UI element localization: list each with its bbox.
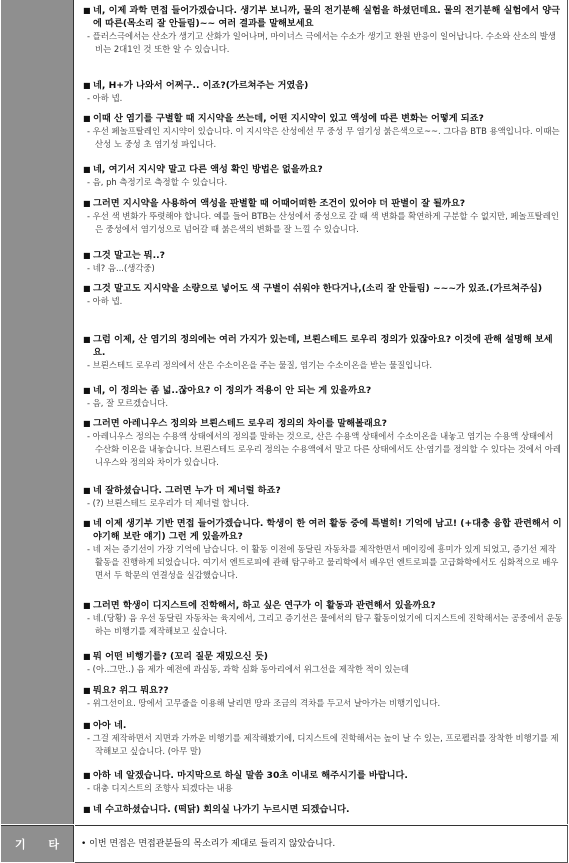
qa-item — [83, 719, 563, 758]
qa-item — [83, 599, 563, 638]
etc-label-char: 타 — [48, 838, 59, 851]
note-text: • 이번 면접은 면접관분들의 목소리가 제대로 들리지 않았습니다. — [81, 839, 336, 849]
answer: - 음, ph 측정기로 측정할 수 있습니다. — [87, 177, 228, 187]
square-bullet-icon: ■ — [83, 199, 91, 208]
qa-item — [83, 650, 563, 676]
answer: - (아..그만..) 음 제가 예전에 과심동, 과학 심화 동아리에서 위그선을 제작한 적이 있는데 — [87, 664, 409, 674]
square-bullet-icon: ■ — [83, 805, 91, 814]
qa-item — [83, 803, 563, 816]
question: 그러면 지시약을 사용하여 액성을 판별할 때 어때어떠한 조건이 있어야 더 판별이 잘 될까요? — [93, 198, 466, 209]
qa-item — [83, 282, 563, 308]
question: 네 이제 생기부 기반 면접 들어가겠습니다. 학생이 한 여러 활동 중에 특별히! 기억에 남고! (+대충 융합 관련해서 이야기해 보란 얘기) 그런 게 있을까요? — [93, 518, 562, 542]
qa-item — [83, 333, 563, 372]
answer: - 아레니우스 정의는 수용액 상태에서의 정의를 말하는 것으로, 산은 수용액 상태에서 수소이온을 내놓고 염기는 수용액 상태에서 수산화 이온을 내놓습니다. 브뢴스테드 로우리 정의는 수용액에서 말고 다른 상태에서도 산·염기를 정의할 수 있다는 것에서 아레니우스와 정의와 차이가 있습니다. — [87, 431, 561, 467]
etc-label-char: 기 — [15, 838, 26, 851]
answer: - 네 저는 증기선이 가장 기억에 남습니다. 이 활동 이전에 동달린 자동차를 제작한면서 메이킹에 흥미가 있게 되었고, 증기선 제작 활동을 진행하게 되었습니다. 여기서 엔트로피에 관해 탐구하고 물리학에서 배우던 엔트로피를 고급화학에서도 심화적으로 배우면서 두 학문의 연결성을 실감했습니다. — [87, 544, 559, 580]
question: 그러면 학생이 디지스트에 진학해서, 하고 싶은 연구가 이 활동과 관련해서 있을까요? — [93, 600, 436, 611]
question: 네 수고하셨습니다. (떡닭) 회의실 나가기 누르시면 되겠습니다. — [93, 804, 350, 815]
answer: - 대충 디지스트의 조향사 되겠다는 내용 — [87, 783, 233, 793]
answer: - 네? 음...(생각중) — [87, 263, 155, 273]
etc-label-cell — [1, 825, 74, 862]
qa-item — [83, 197, 563, 236]
answer: - 우선 색 변화가 뚜렷해야 합니다. 예를 들어 BTB는 산성에서 중성으로 갈 때 색 변화를 확연하게 구분할 수 없지만, 페놀프탈레인은 중성에서 염기성으로 넘어갈 때 붉은색의 변화를 잘 느낄 수 있습니다. — [87, 211, 559, 234]
question: 뭐요? 위그 뭐요?? — [93, 685, 169, 696]
question: 네, 여기서 지시약 말고 다른 액성 확인 방법은 없을까요? — [93, 164, 323, 175]
answer: - 플러스극에서는 산소가 생기고 산화가 일어나며, 마이너스 극에서는 수소가 생기고 환원 반응이 일어납니다. 수소와 산소의 발생비는 2대1인 것 또한 알 수 있습니다. — [87, 31, 556, 54]
square-bullet-icon: ■ — [83, 335, 91, 344]
square-bullet-icon: ■ — [83, 251, 91, 260]
square-bullet-icon: ■ — [83, 686, 91, 695]
qa-item — [83, 517, 563, 582]
etc-content-cell — [75, 825, 568, 863]
square-bullet-icon: ■ — [83, 601, 91, 610]
qa-item — [83, 484, 563, 510]
square-bullet-icon: ■ — [83, 519, 91, 528]
square-bullet-icon: ■ — [83, 486, 91, 495]
qa-item — [83, 684, 563, 710]
question: 네, 이제 과학 면접 들어가겠습니다. 생기부 보니까, 물의 전기분해 실험을 하셨던데요. 물의 전기분해 실험에서 양극에 따른(목소리 잘 안들림)~~ 여러 결과를 말해보세요 — [93, 5, 560, 29]
question: 그것 말고는 뭐..? — [93, 250, 165, 261]
qa-item — [83, 4, 563, 56]
square-bullet-icon: ■ — [83, 284, 91, 293]
question: 네, 이 정의는 좀 넓..잖아요? 이 정의가 적용이 안 되는 게 있을까요? — [93, 385, 372, 396]
etc-label — [1, 826, 73, 862]
qa-item — [83, 769, 563, 795]
answer: - 우선 페놀프탈레인 지시약이 있습니다. 이 지시약은 산성에선 무 중성 무 염기성 붉은색으로~~. 그다음 BTB 용액입니다. 이때는 산성 노 중성 초 염기성 파입니다. — [87, 126, 560, 149]
interview-content — [75, 0, 568, 824]
square-bullet-icon: ■ — [83, 771, 91, 780]
left-label-column — [1, 0, 74, 824]
square-bullet-icon: ■ — [83, 419, 91, 428]
answer: - 그걸 제작하면서 지면과 가까운 비행기를 제작해봤기에, 디지스트에 진학해서는 높이 날 수 있는, 프로펠러를 장착한 비행기를 제작해보고 싶습니다. (아무 말) — [87, 733, 559, 756]
qa-item — [83, 163, 563, 189]
answer: - 아하 넵. — [87, 93, 123, 103]
square-bullet-icon: ■ — [83, 721, 91, 730]
square-bullet-icon: ■ — [83, 114, 91, 123]
square-bullet-icon: ■ — [83, 81, 91, 90]
qa-item — [83, 384, 563, 410]
answer: - 위그선이요. 땅에서 고무줄을 이용해 날리면 땅과 조금의 격차를 두고서 날아가는 비행기입니다. — [87, 698, 441, 708]
question: 이때 산 염기를 구별할 때 지시약을 쓰는데, 어떤 지시약이 있고 액성에 따른 변화는 어떻게 되죠? — [93, 113, 484, 124]
answer: - 브뢴스테드 로우리 정의에서 산은 수소이온을 주는 물질, 염기는 수소이온을 받는 물질입니다. — [87, 360, 433, 370]
question: 뭐 어떤 비행기를? (꼬리 질문 재밌으신 듯) — [93, 651, 268, 662]
question: 아아 네. — [93, 720, 127, 731]
question: 네, H+가 나와서 어쩌구.. 이죠?(가르쳐주는 거였음) — [93, 80, 309, 91]
question: 그것 말고도 지시약을 소량으로 넣어도 색 구별이 쉬워야 한다거나,(소리 잘 안들림) ~~~가 있죠.(가르쳐주심) — [93, 283, 543, 294]
document-sheet — [1, 0, 567, 862]
answer: - (?) 브뢴스테드 로우리가 더 제너럴 합니다. — [87, 498, 250, 508]
question: 네 잘하셨습니다. 그러면 누가 더 제너럴 하죠? — [93, 485, 281, 496]
answer: - 아하 넵. — [87, 296, 123, 306]
square-bullet-icon: ■ — [83, 386, 91, 395]
square-bullet-icon: ■ — [83, 165, 91, 174]
square-bullet-icon: ■ — [83, 6, 91, 15]
square-bullet-icon: ■ — [83, 652, 91, 661]
question: 아하 네 알겠습니다. 마지막으로 하실 말씀 30초 이내로 해주시기를 바랍니다. — [93, 770, 408, 781]
question: 그러면 아레니우스 정의와 브뢴스테드 로우리 정의의 차이를 말해볼래요? — [93, 418, 387, 429]
qa-item — [83, 79, 563, 105]
qa-item — [83, 112, 563, 151]
answer: - 네.(당황) 음 우선 동달린 자동차는 육지에서, 그리고 증기선은 물에서의 탐구 활동이었기에 디지스트에 진학해서는 공중에서 운동하는 비행기를 제작해보고 싶습니다. — [87, 613, 563, 636]
answer: - 음, 잘 모르겠습니다. — [87, 398, 169, 408]
qa-item — [83, 249, 563, 275]
qa-item — [83, 417, 563, 469]
question: 그럼 이제, 산 염기의 정의에는 여러 가지가 있는데, 브뢴스테드 로우리 정의가 있잖아요? 이것에 관해 설명해 보세요. — [93, 334, 553, 358]
